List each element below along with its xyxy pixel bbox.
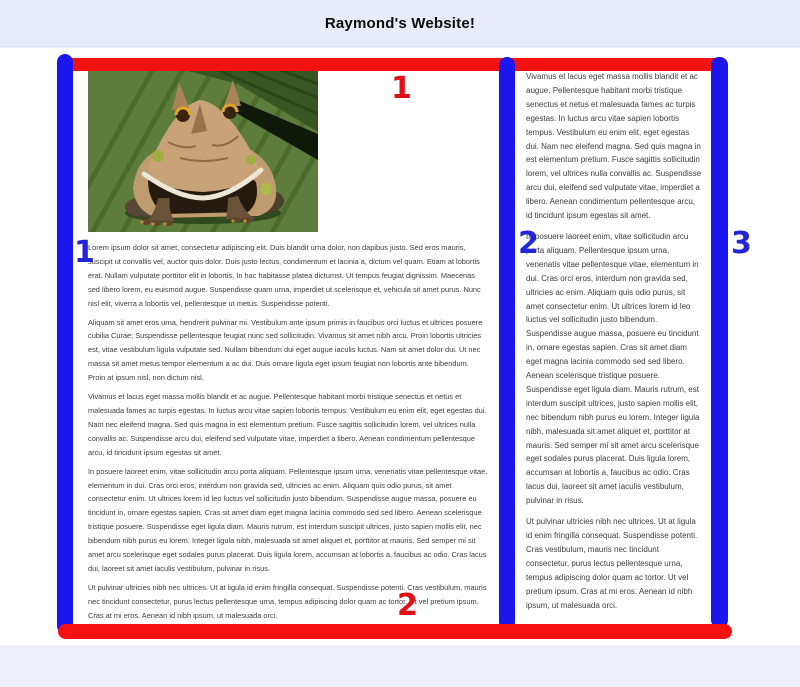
annotation-number-1-red: 1 [391, 71, 412, 106]
main-paragraph: Lorem ipsum dolor sit amet, consectetur adipiscing elit. Duis blandit urna dolor, non dapibus justo. Sed eros mauris, suscipit ut convallis vel, auctor quis dolor. Duis justo lectus, condimentum et lacinia a, dictum vel quam. Etiam at lobortis erat. Nullam vulputate porttitor elit in lobortis. In hac habitasse platea dictumst. Ut tempus feugiat dignissim. Maecenas sed libero lorem, eu euismod augue. Suspendisse quam urna, imperdiet ut scelerisque et, vehicula sit amet purus. Nunc nisl elit, viverra a lobortis vel, pellentesque ut metus. Suspendisse potenti. [88, 243, 481, 308]
sidebar-paragraph: Vivamus et lacus eget massa mollis blandit et ac augue. Pellentesque habitant morbi tristique senectus et netus et malesuada fames ac turpis egestas. In luctus arcu vitae sapien lobortis tempus. Vestibulum eu enim elit, eget egestas dui. Nam nec eleifend magna. Sed quis magna in est elementum pretium. Fusce sagittis sollicitudin lorem, vel ultrices nulla convallis ac. Suspendisse arcu dui, eleifend sed vulputate vitae, imperdiet a libero. Aenean condimentum pellentesque arcu, id tincidunt ipsum egestas sit amet. [526, 72, 702, 221]
sidebar-column [526, 70, 702, 619]
site-header [0, 0, 800, 47]
main-paragraph: Ut pulvinar ultricies nibh nec ultrices. Ut at ligula id enim fringilla consequat. Suspendisse potenti. Cras vestibulum, mauris nec tincidunt consectetur, purus lectus pellentesque urna, tempus adipiscing dolor quam ac tortor. Ut vel pretium ipsum. Cras at mi eros. Aenean id nibh ipsum, ut malesuada orci. [88, 582, 487, 620]
main-paragraph: Aliquam sit amet eros urna, hendrerit pulvinar mi. Vestibulum ante ipsum primis in faucibus orci luctus et ultrices posuere cubilia Curae; Suspendisse pellentesque feugiat nunc sed sollicitudin. Vivamus sit amet nibh arcu. Proin lobortis ultricies est, vitae vestibulum ligula vulputate sed. Nullam bibendum dui eget augue iaculis luctus. Nam sit amet dolor dui. Ut nec massa sit amet metus tempor elementum a ac dui. Duis ornare ligula eget ipsum feugiat non lobortis ante bibendum. Proin at ipsum nisl, non dictum nisl. [88, 317, 483, 383]
main-column [88, 70, 488, 628]
sidebar-paragraph: In posuere laoreet enim, vitae sollicitudin arcu porta aliquam. Pellentesque ipsum urna, venenatis vitae pellentesque vitae, elementum in dui. Cras orci eros, interdum non gravida sed, ultricies ac enim. Aliquam quis odio purus, sit amet consectetur enim. Ut ultrices lorem id leo luctus vel sollicitudin justo bibendum. Suspendisse augue massa, posuere eu tincidunt in, ornare egestas sapien. Cras sit amet diam eget magna lacinia commodo sed sed libero. Aenean scelerisque tristique posuere. Suspendisse eget ligula diam. Mauris rutrum, est interdum suscipit ultrices, justo sapien mollis elit, nec bibendum nibh purus eu lorem. Integer ligula nibh, malesuada sit amet aliquet et, porttitor at mauris. Sed semper mi sit amet arcu scelerisque eget sodales purus placerat. Duis ligula lorem, accumsan at lobortis a, faucibus ac odio. Cras lacus dui, laoreet sit amet iaculis vestibulum, pulvinar in risus. [526, 231, 700, 506]
main-paragraph: In posuere laoreet enim, vitae sollicitudin arcu porta aliquam. Pellentesque ipsum urna, venenatis vitae pellentesque vitae, elementum in dui. Cras orci eros, interdum non gravida sed, ultricies ac enim. Aliquam quis odio purus, sit amet consectetur enim. Ut ultrices lorem id leo luctus vel sollicitudin justo bibendum. Suspendisse augue massa, posuere eu tincidunt in, ornare egestas sapien. Cras sit amet diam eget magna lacinia commodo sed sed libero. Aenean scelerisque tristique posuere. Suspendisse eget ligula diam. Mauris rutrum, est interdum suscipit ultrices, justo sapien mollis elit, nec bibendum nibh purus eu lorem. Integer ligula nibh, malesuada sit amet aliquet et, porttitor at mauris. Sed semper mi sit amet arcu scelerisque eget sodales purus placerat. Duis ligula lorem, accumsan at lobortis a, faucibus ac odio. Cras lacus dui, laoreet sit amet iaculis vestibulum, pulvinar in risus. [88, 466, 488, 573]
sidebar-paragraph: Ut pulvinar ultricies nibh nec ultrices. Ut at ligula id enim fringilla consequat. Suspendisse potenti. Cras vestibulum, mauris nec tincidunt consectetur, purus lectus pellentesque urna, tempus adipiscing dolor quam ac tortor. Ut vel pretium ipsum. Cras at mi eros. Aenean id nibh ipsum, ut malesuada orci. [526, 517, 698, 610]
annotation-number-3-blue: 3 [731, 226, 752, 261]
page-title: Raymond's Website! [324, 14, 476, 32]
annotation-number-1-blue: 1 [74, 235, 95, 270]
annotation-number-2-blue: 2 [518, 226, 539, 261]
content-area [0, 48, 800, 645]
frog-image [88, 70, 318, 232]
main-paragraph: Vivamus et lacus eget massa mollis blandit et ac augue. Pellentesque habitant morbi tristique senectus et netus et malesuada fames ac turpis egestas. In luctus arcu vitae sapien lobortis tempus. Vestibulum eu enim elit, eget egestas dui. Nam nec eleifend magna. Sed quis magna in est elementum pretium. Fusce sagittis sollicitudin lorem, vel ultrices nulla convallis ac. Suspendisse arcu dui, eleifend sed vulputate vitae, imperdiet a libero. Aenean condimentum pellentesque arcu, id tincidunt ipsum egestas sit amet. [88, 392, 487, 457]
annotation-number-2-red: 2 [397, 588, 418, 623]
